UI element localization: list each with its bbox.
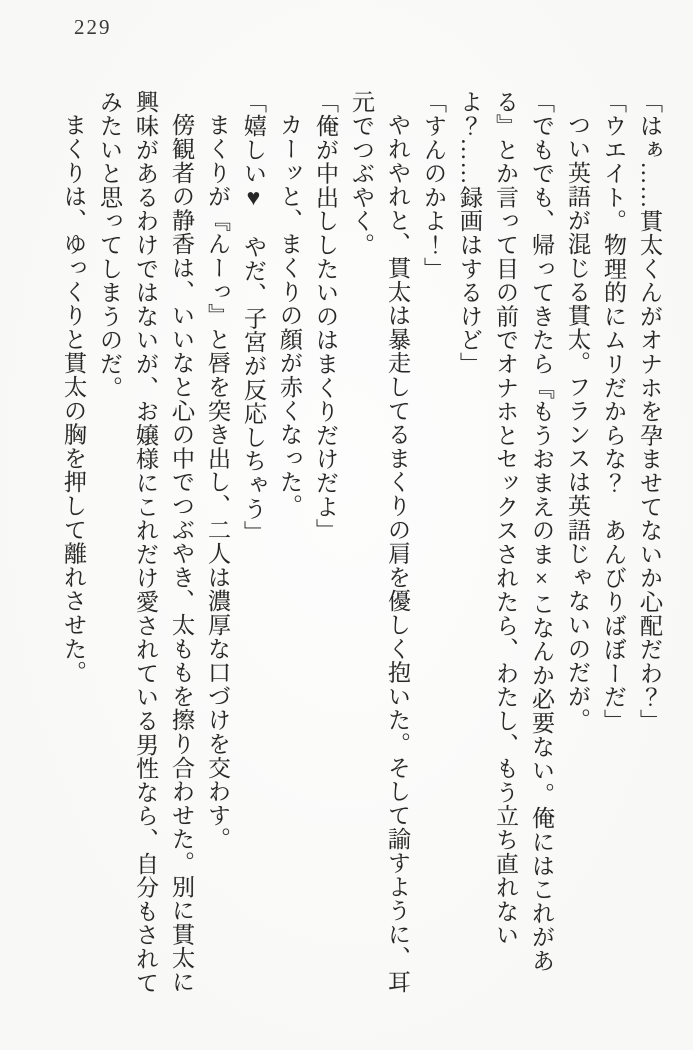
paragraph: つい英語が混じる貫太。フランスは英語じゃないのだが。 — [565, 113, 590, 732]
paragraph: まくりは、ゆっくりと貫太の胸を押して離れさせた。 — [61, 113, 86, 685]
paragraph: 傍観者の静香は、いいなと心の中でつぶやき、太ももを擦り合わせた。別に貫太に興味があるわけではないが、お嬢様にこれだけ愛されている男性なら、自分もされてみたいと思ってしまうのだ。 — [97, 90, 194, 995]
page-number: 229 — [74, 15, 112, 39]
paragraph: 「すんのかよ！」 — [421, 90, 446, 281]
paragraph: 「俺が中出ししたいのはまくりだけだよ」 — [313, 90, 338, 543]
paragraph: 「はぁ……貫太くんがオナホを孕ませてないか心配だわ？」 — [637, 90, 662, 733]
novel-text-block — [55, 90, 667, 996]
paragraph: 「でもでも、帰ってきたら『もうおまえのま×こなんか必要ない。俺にはこれがある』とか言って目の前でオナホとセックスされたら、わたし、もう立ち直れないよ？……録画はするけど」 — [457, 90, 554, 973]
paragraph: 「ウエイト。物理的にムリだからな？ あんびりばぼーだ」 — [601, 90, 626, 733]
paragraph: やれやれと、貫太は暴走してるまくりの肩を優しく抱いた。そして諭すように、耳元でつぶやく。 — [349, 90, 410, 994]
paragraph: まくりが『んーっ』と唇を突き出し、二人は濃厚な口づけを交わす。 — [205, 113, 230, 851]
paragraph: 「嬉しい♥ やだ、子宮が反応しちゃう」 — [241, 90, 266, 545]
paragraph: カーッと、まくりの顔が赤くなった。 — [277, 113, 302, 518]
